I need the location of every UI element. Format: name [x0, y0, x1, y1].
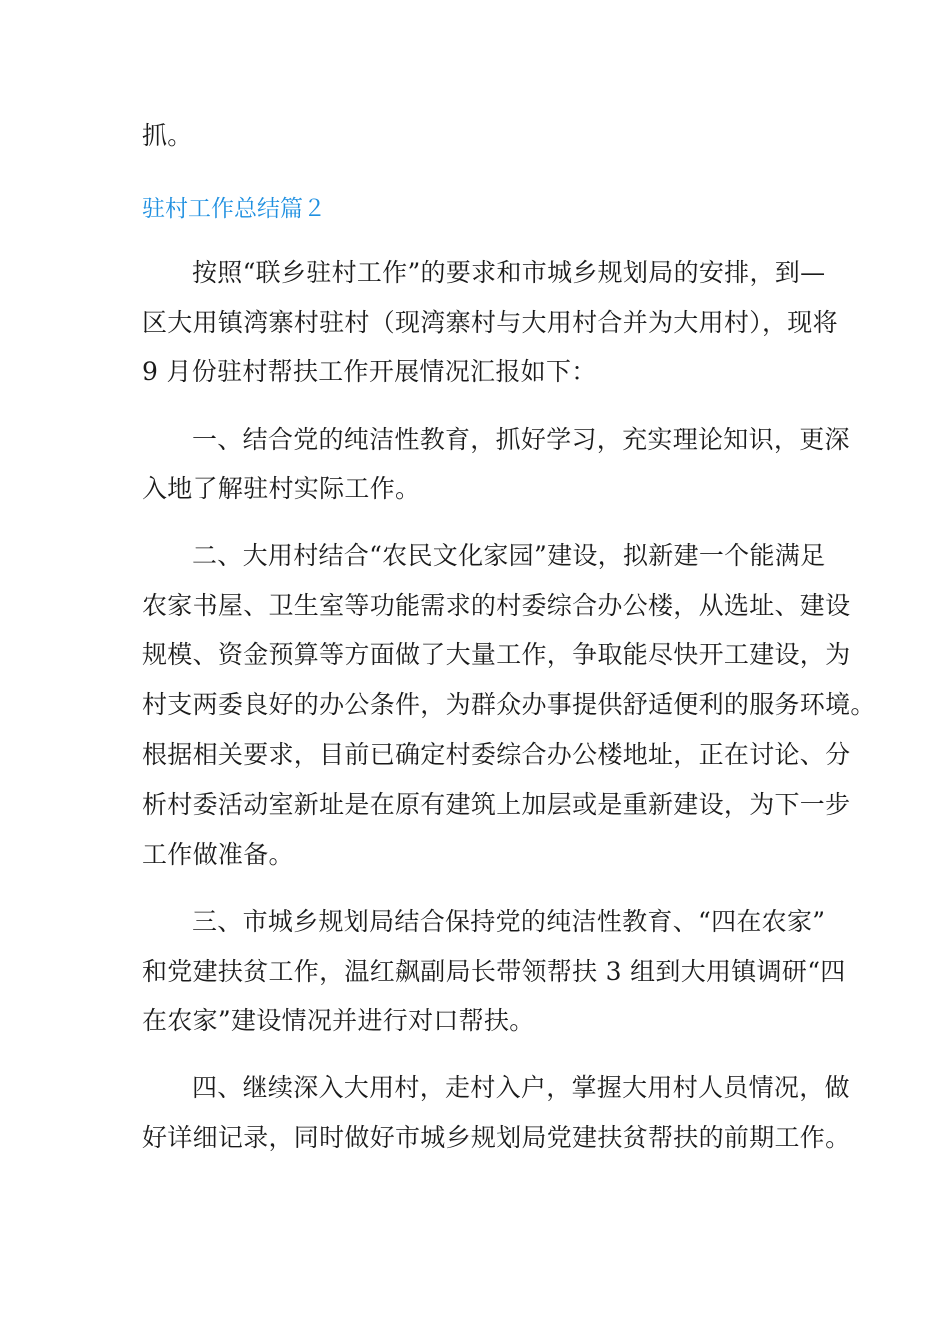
paragraph-line: 入地了解驻村实际工作。: [142, 474, 421, 503]
paragraph-line: 根据相关要求，目前已确定村委综合办公楼地址，正在讨论、分: [142, 740, 851, 769]
paragraph-line: 析村委活动室新址是在原有建筑上加层或是重新建设，为下一步: [142, 790, 851, 819]
paragraph-line: 和党建扶贫工作，温红飙副局长带领帮扶 3 组到大用镇调研“四: [142, 957, 846, 986]
paragraph-line: 工作做准备。: [142, 840, 294, 869]
paragraph-line: 四、继续深入大用村，走村入户，掌握大用村人员情况，做: [192, 1073, 850, 1102]
paragraph-line: 三、市城乡规划局结合保持党的纯洁性教育、“四在农家”: [192, 907, 826, 936]
paragraph-line: 规模、资金预算等方面做了大量工作，争取能尽快开工建设，为: [142, 640, 851, 669]
paragraph-line: 区大用镇湾寨村驻村（现湾寨村与大用村合并为大用村），现将: [142, 308, 838, 337]
paragraph-line: 农家书屋、卫生室等功能需求的村委综合办公楼，从选址、建设: [142, 591, 851, 620]
paragraph-line: 9 月份驻村帮扶工作开展情况汇报如下：: [142, 357, 597, 386]
paragraph-line: 二、大用村结合“农民文化家园”建设，拟新建一个能满足: [192, 541, 826, 570]
paragraph-line: 按照“联乡驻村工作”的要求和市城乡规划局的安排，到—: [192, 258, 826, 287]
paragraph-line: 村支两委良好的办公条件，为群众办事提供舒适便利的服务环境。: [142, 690, 876, 719]
paragraph-line: 在农家”建设情况并进行对口帮扶。: [142, 1006, 535, 1035]
paragraph-line: 好详细记录，同时做好市城乡规划局党建扶贫帮扶的前期工作。: [142, 1123, 851, 1152]
continuation-text: 抓。: [142, 121, 193, 150]
paragraph-line: 一、结合党的纯洁性教育，抓好学习，充实理论知识，更深: [192, 425, 850, 454]
section-heading: 驻村工作总结篇２: [142, 196, 326, 222]
